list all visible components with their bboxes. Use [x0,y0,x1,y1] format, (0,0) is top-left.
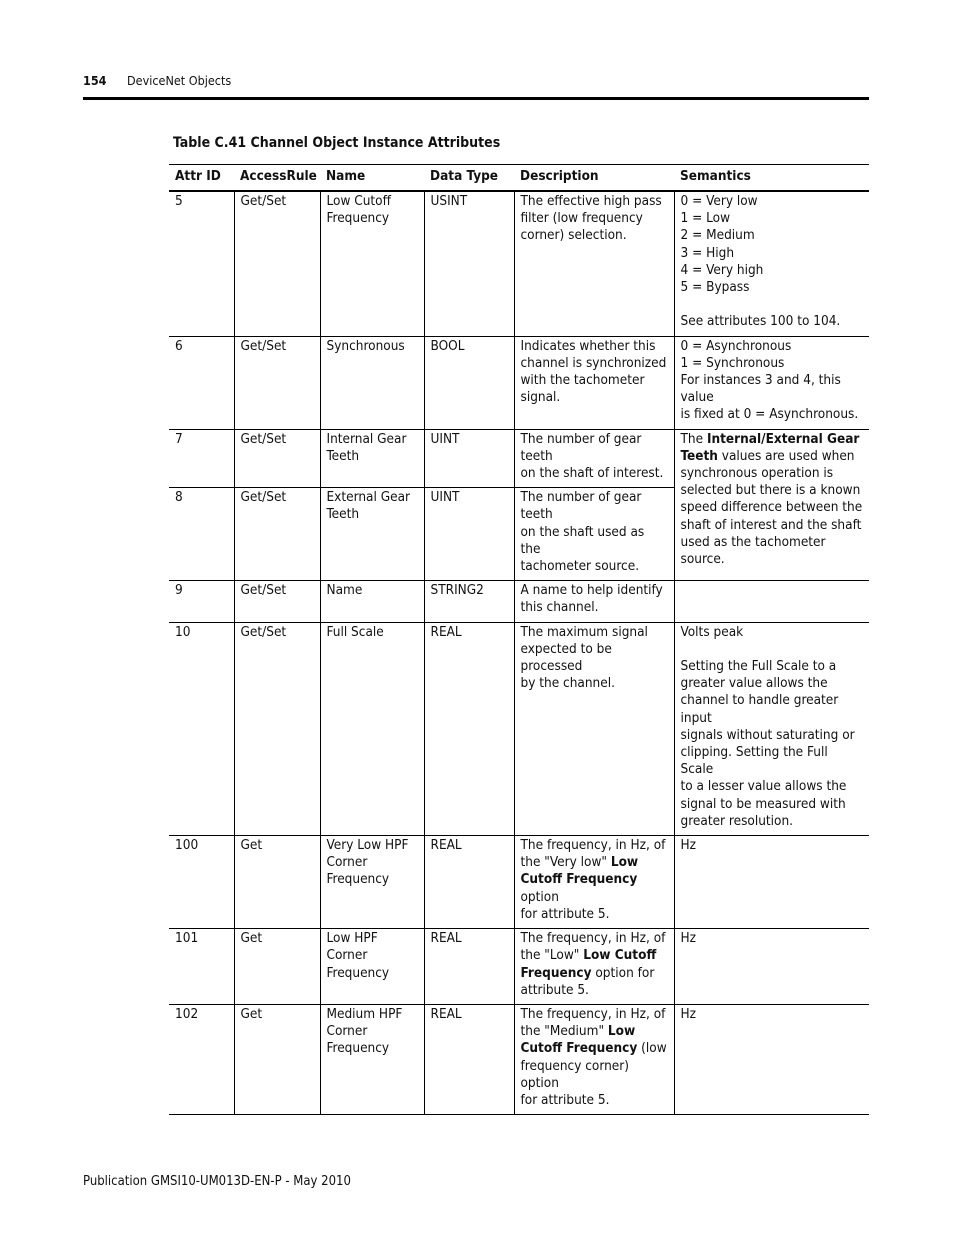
channel-attributes-table [169,164,869,1115]
cell-type: BOOL [424,336,514,429]
cell-description: The frequency, in Hz, of the "Very low" Low Cutoff Frequency option for attribute 5. [514,836,674,929]
cell-name: Very Low HPF Corner Frequency [320,836,424,929]
cell-name: Full Scale [320,622,424,835]
col-name: Name [326,168,366,184]
cell-access: Get/Set [234,581,320,622]
cell-type: UINT [424,488,514,581]
cell-description: The effective high pass filter (low frequency corner) selection. [514,191,674,336]
cell-description: The maximum signal expected to be processed by the channel. [514,622,674,835]
table-row [169,429,869,488]
table-row [169,336,869,429]
cell-access: Get/Set [234,488,320,581]
cell-attr-id: 5 [169,191,234,336]
cell-attr-id: 10 [169,622,234,835]
table-row [169,1004,869,1114]
cell-name: Synchronous [320,336,424,429]
page-header [83,73,869,100]
cell-semantics: 0 = Asynchronous 1 = Synchronous For instances 3 and 4, this value is fixed at 0 = Asynchronous. [674,336,869,429]
col-description: Description [520,168,599,184]
cell-description: The frequency, in Hz, of the "Medium" Low Cutoff Frequency (low frequency corner) option for attribute 5. [514,1004,674,1114]
cell-name: External Gear Teeth [320,488,424,581]
page-footer: Publication GMSI10-UM013D-EN-P - May 2010 [83,1174,351,1189]
cell-type: REAL [424,1004,514,1114]
cell-description: The frequency, in Hz, of the "Low" Low Cutoff Frequency option for attribute 5. [514,929,674,1005]
cell-name: Medium HPF Corner Frequency [320,1004,424,1114]
cell-access: Get [234,929,320,1005]
cell-semantics [674,581,869,622]
cell-attr-id: 6 [169,336,234,429]
cell-attr-id: 102 [169,1004,234,1114]
cell-attr-id: 8 [169,488,234,581]
cell-type: UINT [424,429,514,488]
cell-type: USINT [424,191,514,336]
page-number: 154 [83,73,107,88]
cell-type: REAL [424,622,514,835]
table-header-row [169,165,869,192]
cell-description: The number of gear teeth on the shaft of interest. [514,429,674,488]
table-row [169,191,869,336]
cell-semantics: Hz [674,929,869,1005]
cell-description: Indicates whether this channel is synchronized with the tachometer signal. [514,336,674,429]
cell-access: Get [234,1004,320,1114]
cell-semantics: Hz [674,1004,869,1114]
cell-attr-id: 7 [169,429,234,488]
cell-access: Get/Set [234,336,320,429]
cell-semantics: Volts peak Setting the Full Scale to a greater value allows the channel to handle greater input signals without saturating or clipping. Setting the Full Scale to a lesser value allows the signal to be measured with greater resolution. [674,622,869,835]
table-row [169,836,869,929]
cell-attr-id: 101 [169,929,234,1005]
cell-access: Get/Set [234,429,320,488]
table-row [169,622,869,835]
cell-attr-id: 9 [169,581,234,622]
cell-name: Low HPF Corner Frequency [320,929,424,1005]
cell-description: A name to help identify this channel. [514,581,674,622]
cell-semantics: 0 = Very low 1 = Low 2 = Medium 3 = High 4 = Very high 5 = Bypass See attributes 100 to 104. [674,191,869,336]
cell-access: Get/Set [234,191,320,336]
cell-name: Low Cutoff Frequency [320,191,424,336]
cell-access: Get [234,836,320,929]
table-row [169,929,869,1005]
cell-type: REAL [424,929,514,1005]
cell-type: REAL [424,836,514,929]
cell-semantics: Hz [674,836,869,929]
col-semantics: Semantics [680,168,751,184]
cell-name: Name [320,581,424,622]
col-attr-id: Attr ID [175,168,221,184]
cell-description: The number of gear teeth on the shaft used as the tachometer source. [514,488,674,581]
col-data-type: Data Type [430,168,499,184]
cell-semantics-gear-teeth: The Internal/External Gear Teeth values are used when synchronous operation is selected but there is a known speed difference between the shaft of interest and the shaft used as the tachometer source. [674,429,869,581]
cell-name: Internal Gear Teeth [320,429,424,488]
table-row [169,581,869,622]
section-title: DeviceNet Objects [127,73,232,88]
col-access-rule: AccessRule [240,168,317,184]
cell-attr-id: 100 [169,836,234,929]
cell-access: Get/Set [234,622,320,835]
table-caption: Table C.41 Channel Object Instance Attributes [173,135,501,151]
cell-type: STRING2 [424,581,514,622]
